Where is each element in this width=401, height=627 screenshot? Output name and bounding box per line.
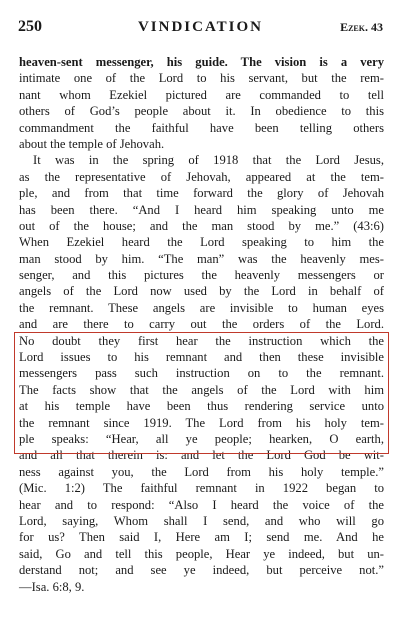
text-line: nant whom Ezekiel pictured are commanded to tell [19, 87, 384, 102]
text-line: intimate one of the Lord to his servant, but the rem- [19, 71, 384, 86]
text-line: It was in the spring of 1918 that the Lord Jesus, [33, 153, 384, 168]
text-line: (Mic. 1:2) The faithful remnant in 1922 began to [19, 481, 384, 496]
text-line: others of God’s people about it. In obedience to this [19, 104, 384, 119]
highlight-box [14, 332, 389, 454]
text-line: commandment the faithful have been telling others [19, 120, 384, 135]
text-line: about the temple of Jehovah. [19, 136, 165, 151]
highlighted-line: Lord issues to his remnant and then these invisible [19, 350, 384, 365]
text-line: Lord, saying, Whom shall I send, and who will go [19, 513, 384, 528]
text-line: has been there. “And I heard him speaking unto me [19, 202, 384, 217]
text-line: for us? Then said I, Here am I; send me. And he [19, 530, 384, 545]
highlighted-line: No doubt they first hear the instruction which the [19, 333, 384, 348]
text-line: as the representative of Jehovah, appeared at the tem- [19, 169, 384, 184]
text-line: The facts show that the angels of the Lord with him [19, 382, 384, 397]
text-line: derstand not; and see ye indeed, but perceive not.” [19, 563, 384, 578]
text-line: man stood by him. “The man” was the heavenly mes- [19, 251, 384, 266]
text-line: and all that therein is: and let the Lord God be wit- [19, 448, 384, 463]
highlighted-line: the remnant. These angels are invisible to human eyes [19, 300, 384, 315]
text-line: ness against you, the Lord from his holy temple.” [19, 464, 384, 479]
text-line: heaven-sent messenger, his guide. The vision is a very [19, 55, 384, 69]
text-line: hear and to respond: “Also I heard the voice of the [19, 497, 384, 512]
page-number: 250 [18, 18, 42, 35]
text-line: —Isa. 6:8, 9. [19, 579, 85, 594]
text-line: out of the house; and the man stood by me.” (43:6) [19, 218, 384, 233]
highlighted-line: messengers pass such instruction on to the remnant. [19, 366, 384, 381]
body-text [19, 54, 384, 595]
text-line: ple speaks: “Hear, all ye people; hearken, O earth, [19, 431, 384, 446]
text-line: senger, and this pictures the heavenly messengers or [19, 268, 384, 283]
highlighted-line: and are there to carry out the orders of the Lord. [19, 317, 384, 332]
text-line: When Ezekiel heard the Lord speaking to him the [19, 235, 384, 250]
running-title: VINDICATION [137, 19, 264, 35]
text-line: ple, and from that time forward the glory of Jehovah [19, 186, 384, 201]
chapter-reference: Ezek. 43 [340, 20, 383, 34]
text-line: the remnant since 1919. The Lord from his holy tem- [19, 415, 384, 430]
text-line: at his temple have been thus rendering service unto [19, 399, 384, 414]
text-line: angels of the Lord now used by the Lord in behalf of [19, 284, 384, 299]
page-header [18, 18, 383, 38]
text-line: said, Go and tell this people, Hear ye indeed, but un- [19, 546, 384, 561]
